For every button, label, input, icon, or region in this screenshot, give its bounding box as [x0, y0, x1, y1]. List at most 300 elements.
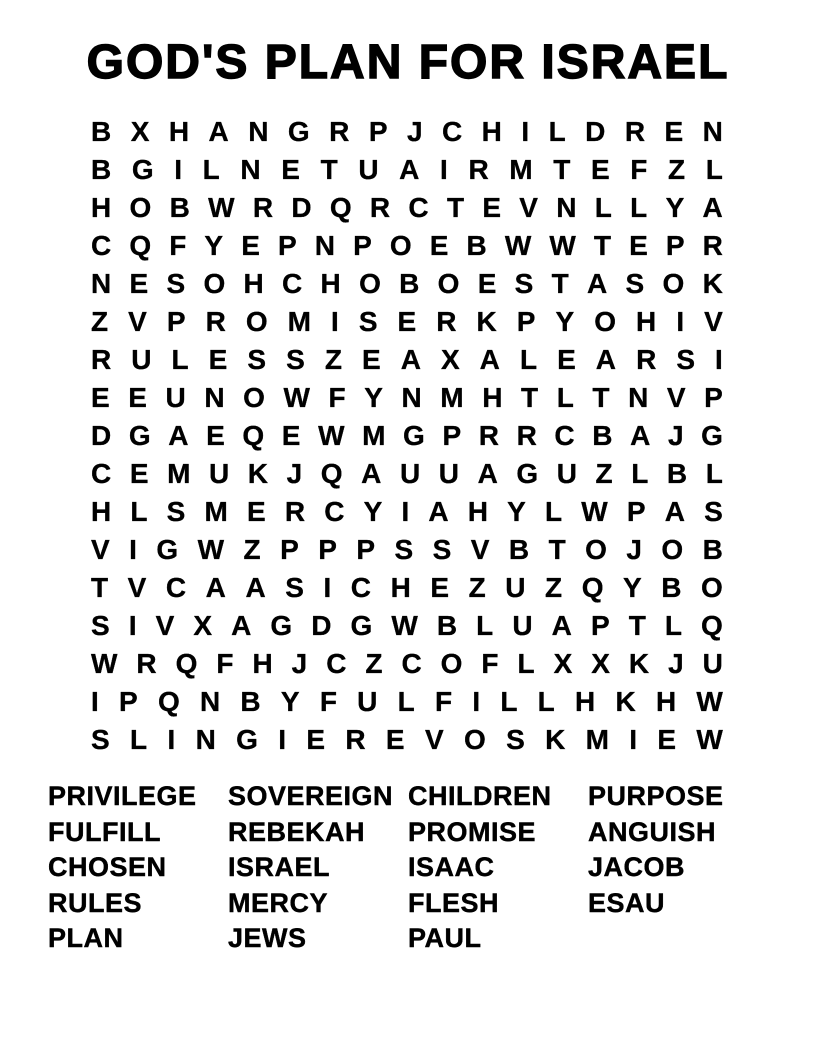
grid-letter: I [128, 610, 137, 641]
grid-letter: G [287, 116, 310, 147]
grid-letter: N [628, 382, 649, 413]
grid-letter: A [168, 420, 189, 451]
grid-letter: R [702, 230, 723, 261]
grid-letter: E [129, 458, 149, 489]
grid-letter: B [661, 572, 682, 603]
word-list-column [588, 779, 768, 921]
grid-letter: B [592, 420, 613, 451]
grid-letter: O [245, 306, 268, 337]
grid-row [91, 265, 723, 303]
grid-letter: O [129, 192, 152, 223]
grid-letter: E [385, 724, 405, 755]
grid-letter: N [702, 116, 723, 147]
grid-letter: Y [555, 306, 575, 337]
grid-letter: Q [320, 458, 343, 489]
word-list [48, 779, 768, 957]
grid-letter: J [667, 420, 684, 451]
word-item: RULES [48, 887, 143, 918]
grid-letter: A [208, 116, 229, 147]
grid-letter: G [128, 420, 151, 451]
grid-letter: N [204, 382, 225, 413]
grid-letter: E [246, 496, 266, 527]
grid-letter: Q [175, 648, 198, 679]
grid-letter: G [236, 724, 258, 755]
grid-letter: O [359, 268, 381, 299]
grid-letter: W [504, 230, 532, 261]
grid-letter: F [630, 154, 648, 185]
grid-letter: X [130, 116, 150, 147]
grid-letter: J [406, 116, 423, 147]
grid-letter: S [394, 534, 414, 565]
grid-letter: C [91, 230, 112, 261]
grid-letter: A [702, 192, 723, 223]
word-list-column [228, 779, 408, 957]
grid-letter: H [252, 648, 273, 679]
grid-letter: W [208, 192, 235, 223]
grid-letter: I [715, 344, 723, 375]
grid-letter: Z [324, 344, 342, 375]
grid-letter: R [468, 154, 489, 185]
grid-letter: L [594, 192, 612, 223]
grid-letter: L [171, 344, 189, 375]
word-item: ISRAEL [228, 852, 331, 882]
grid-letter: B [702, 534, 723, 565]
word-item: FULFILL [48, 816, 161, 847]
grid-letter: I [676, 306, 685, 337]
grid-letter: N [199, 686, 221, 717]
grid-letter: X [591, 648, 610, 679]
grid-letter: T [551, 268, 569, 299]
grid-letter: H [91, 192, 112, 223]
grid-letter: X [553, 648, 573, 679]
grid-letter: L [537, 686, 555, 717]
grid-letter: F [481, 648, 499, 679]
word-list-column [48, 779, 228, 957]
grid-letter: E [281, 420, 301, 451]
grid-letter: J [291, 648, 308, 679]
grid-letter: P [166, 306, 186, 337]
grid-letter: L [664, 610, 682, 641]
grid-letter: P [119, 686, 138, 717]
grid-letter: N [91, 268, 112, 299]
grid-letter: S [247, 344, 267, 375]
grid-letter: D [291, 192, 312, 223]
grid-letter: A [428, 496, 449, 527]
grid-letter: V [470, 534, 490, 565]
grid-letter: U [208, 458, 230, 489]
grid-letter: V [519, 192, 538, 223]
grid-letter: U [131, 344, 152, 375]
grid-letter: E [241, 230, 260, 261]
grid-letter: B [399, 268, 420, 299]
grid-letter: C [326, 648, 347, 679]
grid-letter: O [662, 268, 685, 299]
grid-letter: R [136, 648, 157, 679]
grid-letter: E [430, 572, 450, 603]
grid-letter: O [440, 648, 463, 679]
grid-row [91, 341, 723, 379]
grid-letter: P [442, 420, 462, 451]
grid-letter: O [437, 268, 460, 299]
grid-row [91, 683, 723, 721]
grid-letter: L [630, 192, 648, 223]
grid-letter: C [350, 572, 372, 603]
grid-letter: V [704, 306, 723, 337]
grid-letter: C [554, 420, 575, 451]
grid-letter: U [512, 610, 533, 641]
grid-letter: M [509, 154, 533, 185]
grid-letter: A [595, 344, 617, 375]
grid-letter: I [440, 154, 448, 185]
grid-letter: G [156, 534, 179, 565]
grid-letter: N [556, 192, 577, 223]
grid-letter: B [508, 534, 530, 565]
word-item: CHILDREN [408, 781, 552, 811]
grid-letter: A [630, 420, 651, 451]
word-list-column [408, 779, 588, 957]
grid-letter: F [319, 686, 337, 717]
grid-letter: U [358, 154, 379, 185]
grid-row [91, 531, 723, 569]
grid-letter: H [575, 686, 596, 717]
grid-letter: U [165, 382, 186, 413]
grid-letter: R [252, 192, 274, 223]
grid-letter: G [270, 610, 293, 641]
grid-letter: H [482, 382, 503, 413]
grid-letter: Y [363, 496, 383, 527]
grid-letter: L [556, 382, 574, 413]
grid-letter: F [169, 230, 187, 261]
grid-letter: S [91, 724, 110, 755]
grid-row [91, 569, 723, 607]
word-item: ESAU [588, 887, 666, 918]
grid-letter: L [130, 724, 148, 755]
grid-letter: G [516, 458, 539, 489]
grid-letter: P [516, 306, 536, 337]
grid-letter: I [174, 154, 183, 185]
grid-letter: S [166, 268, 186, 299]
grid-letter: S [676, 344, 696, 375]
grid-letter: O [243, 382, 265, 413]
grid-letter: C [441, 116, 463, 147]
grid-letter: T [593, 230, 612, 261]
grid-letter: L [545, 496, 563, 527]
page-title: GOD'S PLAN FOR ISRAEL [86, 36, 730, 89]
grid-letter: C [401, 648, 422, 679]
word-item: REBEKAH [228, 816, 366, 847]
word-item: JEWS [228, 923, 307, 953]
grid-letter: H [91, 496, 112, 527]
word-search-grid [91, 113, 723, 759]
grid-letter: L [517, 648, 535, 679]
grid-letter: T [320, 154, 338, 185]
grid-letter: I [472, 686, 481, 717]
grid-letter: L [631, 458, 649, 489]
grid-row [91, 379, 723, 417]
grid-letter: B [91, 154, 112, 185]
grid-letter: Q [581, 572, 604, 603]
grid-letter: K [628, 648, 650, 679]
grid-letter: W [549, 230, 576, 261]
grid-row [91, 189, 723, 227]
grid-letter: B [666, 458, 688, 489]
grid-row [91, 645, 723, 683]
grid-letter: E [477, 268, 497, 299]
grid-letter: Y [204, 230, 224, 261]
grid-letter: D [585, 116, 606, 147]
grid-letter: U [556, 458, 577, 489]
grid-letter: A [479, 344, 500, 375]
grid-letter: R [636, 344, 657, 375]
grid-letter: O [463, 724, 486, 755]
grid-letter: E [208, 344, 228, 375]
grid-letter: B [91, 116, 112, 147]
grid-letter: L [476, 610, 494, 641]
grid-letter: C [282, 268, 303, 299]
grid-letter: A [231, 610, 252, 641]
grid-letter: R [284, 496, 306, 527]
grid-letter: R [91, 344, 112, 375]
grid-letter: E [129, 268, 149, 299]
grid-letter: W [696, 686, 723, 717]
grid-letter: L [500, 686, 518, 717]
grid-letter: H [390, 572, 411, 603]
grid-row [91, 417, 723, 455]
grid-letter: D [91, 420, 112, 451]
grid-letter: W [91, 648, 118, 679]
grid-letter: E [629, 230, 648, 261]
grid-letter: B [240, 686, 261, 717]
grid-letter: W [197, 534, 225, 565]
grid-letter: C [324, 496, 345, 527]
grid-letter: S [432, 534, 452, 565]
grid-letter: P [704, 382, 723, 413]
grid-letter: U [702, 648, 723, 679]
grid-letter: W [318, 420, 345, 451]
word-item: PRIVILEGE [48, 781, 197, 811]
grid-letter: A [477, 458, 498, 489]
grid-letter: I [129, 534, 137, 565]
grid-letter: O [203, 268, 226, 299]
grid-letter: A [245, 572, 266, 603]
grid-letter: K [615, 686, 636, 717]
grid-letter: Z [468, 572, 486, 603]
grid-letter: K [247, 458, 269, 489]
grid-letter: P [280, 534, 299, 565]
word-item: PAUL [408, 923, 482, 953]
grid-letter: P [368, 116, 388, 147]
grid-letter: V [666, 382, 686, 413]
grid-letter: I [278, 724, 287, 755]
grid-letter: I [629, 724, 638, 755]
grid-letter: K [476, 306, 497, 337]
grid-letter: J [668, 648, 684, 679]
grid-letter: M [167, 458, 191, 489]
grid-letter: O [594, 306, 617, 337]
grid-letter: U [399, 458, 421, 489]
grid-letter: H [467, 496, 489, 527]
grid-letter: E [429, 230, 449, 261]
grid-letter: S [514, 268, 534, 299]
grid-letter: C [91, 458, 112, 489]
grid-letter: A [399, 154, 420, 185]
grid-letter: E [361, 344, 381, 375]
grid-letter: Y [507, 496, 526, 527]
grid-letter: P [277, 230, 297, 261]
grid-letter: S [704, 496, 723, 527]
grid-letter: W [391, 610, 418, 641]
grid-letter: L [397, 686, 415, 717]
grid-letter: P [318, 534, 337, 565]
grid-letter: E [306, 724, 326, 755]
grid-letter: B [436, 610, 458, 641]
grid-letter: E [128, 382, 147, 413]
grid-letter: R [205, 306, 226, 337]
grid-letter: N [401, 382, 422, 413]
grid-letter: A [400, 344, 421, 375]
grid-letter: V [128, 306, 147, 337]
grid-letter: O [585, 534, 607, 565]
grid-letter: L [202, 154, 220, 185]
grid-letter: H [636, 306, 657, 337]
grid-letter: N [314, 230, 335, 261]
grid-letter: I [401, 496, 410, 527]
grid-letter: B [169, 192, 190, 223]
grid-letter: G [350, 610, 373, 641]
grid-letter: S [91, 610, 110, 641]
grid-letter: R [624, 116, 646, 147]
grid-letter: F [216, 648, 234, 679]
grid-letter: E [281, 154, 300, 185]
grid-letter: O [701, 572, 723, 603]
grid-letter: E [657, 724, 677, 755]
grid-letter: Y [665, 192, 685, 223]
grid-letter: O [661, 534, 684, 565]
word-item: SOVEREIGN [228, 781, 394, 811]
grid-letter: Z [668, 154, 686, 185]
grid-letter: N [240, 154, 261, 185]
grid-letter: U [505, 572, 526, 603]
grid-letter: U [357, 686, 378, 717]
grid-letter: Q [242, 420, 265, 451]
grid-letter: E [664, 116, 684, 147]
grid-letter: M [287, 306, 311, 337]
grid-letter: G [403, 420, 425, 451]
grid-row [91, 721, 723, 759]
grid-letter: S [166, 496, 186, 527]
grid-letter: K [702, 268, 723, 299]
grid-letter: E [91, 382, 110, 413]
grid-letter: F [434, 686, 453, 717]
grid-letter: Y [364, 382, 383, 413]
grid-letter: P [665, 230, 685, 261]
grid-letter: G [131, 154, 154, 185]
grid-letter: N [195, 724, 216, 755]
grid-letter: Y [623, 572, 642, 603]
word-item: CHOSEN [48, 852, 167, 882]
grid-letter: T [628, 610, 646, 641]
grid-letter: Q [157, 686, 180, 717]
word-item: PROMISE [408, 816, 537, 847]
grid-letter: L [130, 496, 148, 527]
grid-letter: Z [545, 572, 563, 603]
grid-letter: A [551, 610, 572, 641]
grid-letter: A [361, 458, 382, 489]
word-item: PURPOSE [588, 781, 724, 811]
grid-letter: X [440, 344, 460, 375]
grid-letter: N [248, 116, 269, 147]
grid-letter: X [193, 610, 213, 641]
grid-letter: H [481, 116, 502, 147]
grid-letter: E [590, 154, 610, 185]
grid-letter: Z [595, 458, 613, 489]
word-item: FLESH [408, 887, 500, 918]
grid-letter: I [167, 724, 176, 755]
grid-letter: P [356, 534, 376, 565]
grid-letter: A [205, 572, 226, 603]
grid-letter: T [446, 192, 465, 223]
grid-letter: R [436, 306, 457, 337]
grid-letter: R [345, 724, 366, 755]
grid-letter: S [506, 724, 525, 755]
grid-letter: L [705, 154, 723, 185]
grid-letter: J [286, 458, 303, 489]
grid-letter: M [585, 724, 609, 755]
grid-letter: H [243, 268, 264, 299]
grid-letter: P [353, 230, 372, 261]
grid-letter: T [91, 572, 109, 603]
grid-row [91, 151, 723, 189]
grid-letter: T [548, 534, 566, 565]
grid-letter: T [521, 382, 539, 413]
grid-letter: T [592, 382, 610, 413]
grid-letter: Q [329, 192, 352, 223]
grid-letter: W [283, 382, 310, 413]
grid-letter: R [369, 192, 391, 223]
grid-letter: V [155, 610, 175, 641]
grid-letter: Q [129, 230, 152, 261]
grid-letter: A [587, 268, 608, 299]
grid-letter: M [440, 382, 464, 413]
grid-letter: P [626, 496, 646, 527]
grid-letter: P [590, 610, 610, 641]
grid-row [91, 227, 723, 265]
grid-letter: I [323, 572, 332, 603]
grid-letter: S [285, 572, 304, 603]
grid-letter: Z [365, 648, 383, 679]
word-item: ANGUISH [588, 816, 717, 847]
grid-letter: O [389, 230, 412, 261]
grid-letter: U [438, 458, 459, 489]
word-item: JACOB [588, 852, 686, 882]
grid-letter: G [701, 420, 723, 451]
grid-letter: E [557, 344, 576, 375]
grid-letter: L [548, 116, 566, 147]
grid-letter: I [331, 306, 339, 337]
grid-letter: S [625, 268, 645, 299]
grid-letter: V [424, 724, 444, 755]
grid-row [91, 113, 723, 151]
grid-letter: E [397, 306, 417, 337]
grid-letter: A [664, 496, 685, 527]
grid-letter: E [206, 420, 225, 451]
grid-letter: R [516, 420, 537, 451]
grid-letter: H [320, 268, 341, 299]
grid-row [91, 607, 723, 645]
grid-letter: Z [243, 534, 261, 565]
grid-letter: C [408, 192, 429, 223]
grid-letter: R [329, 116, 350, 147]
